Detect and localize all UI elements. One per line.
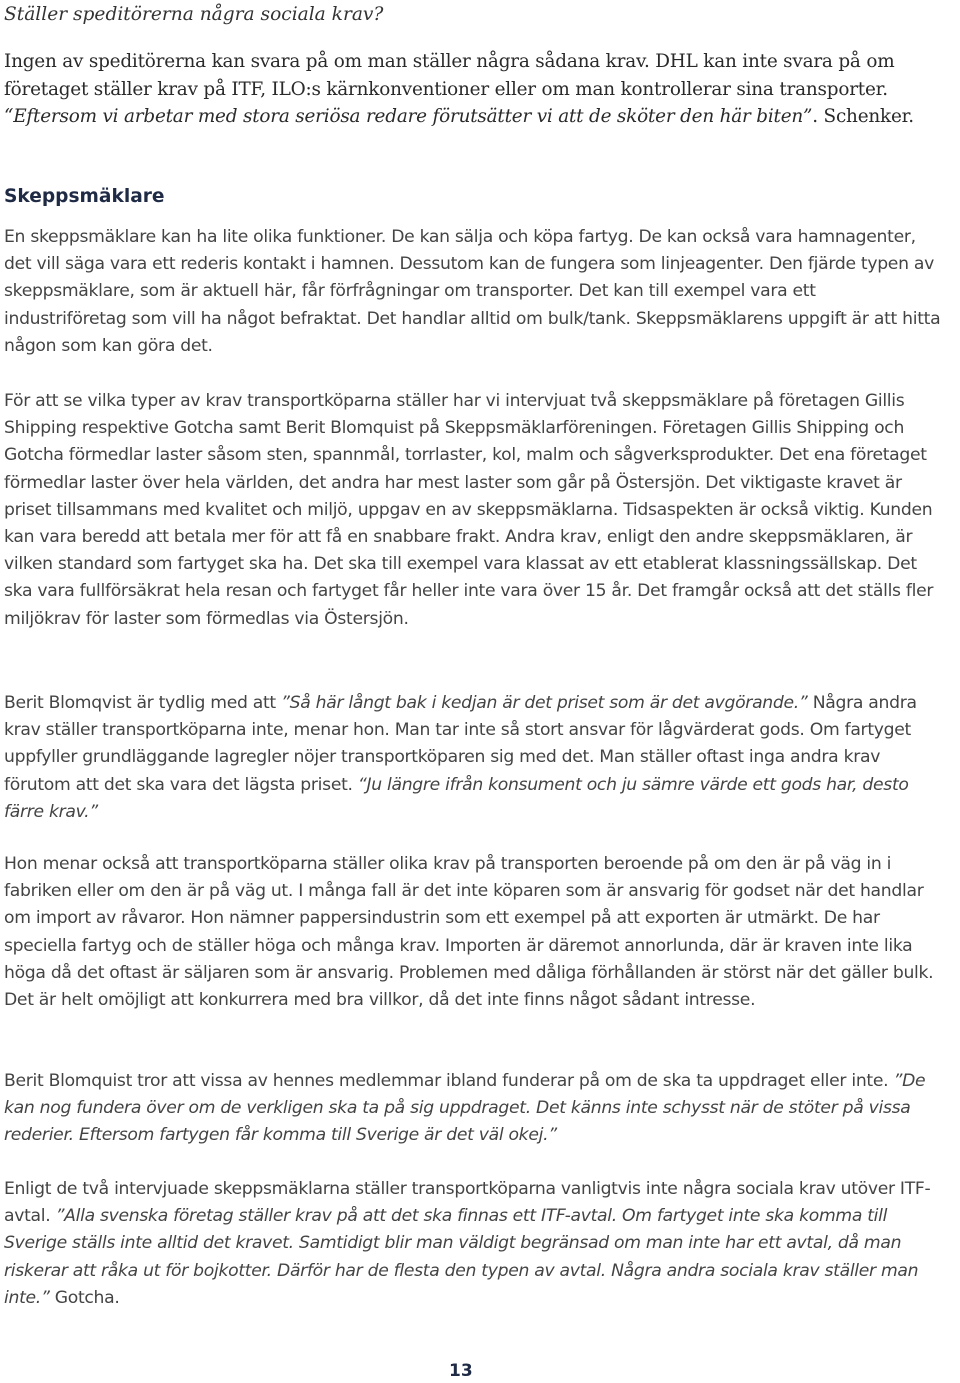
paragraph-import-export: Hon menar också att transportköparna ställer olika krav på transporten beroende på om den är på väg in i fabriken eller om den är på väg ut. I många fall är det inte köparen som är ansvarig för godset när det handlar om import av råvaror. Hon nämner pappersindustrin som ett exempel på att exporten är utmärkt. De har speciella fartyg och de ställer höga och många krav. Importen är däremot annorlunda, där är kraven inte lika höga då det oftast är säljaren som är ansvarig. Problemen med dåliga förhållanden är störst när det gäller bulk. Det är helt omöjligt att konkurrera med bra villkor, då det inte finns något sådant intresse. bbox=[4, 854, 934, 1011]
page-number: 13 bbox=[449, 1361, 473, 1381]
paragraph-intro: Berit Blomqvist är tydlig med att bbox=[4, 693, 282, 713]
paragraph-intro: Berit Blomquist tror att vissa av hennes medlemmar ibland funderar på om de ska ta uppdraget eller inte. bbox=[4, 1071, 894, 1091]
paragraph-blomqvist bbox=[4, 690, 942, 826]
quote-blomqvist-2: “Ju längre ifrån konsument och ju sämre värde ett gods har, desto färre krav.” bbox=[4, 774, 909, 822]
paragraph-interviews: För att se vilka typer av krav transportköparna ställer har vi intervjuat två skeppsmäklare på företagen Gillis Shipping respektive Gotcha samt Berit Blomquist på Skeppsmäklarföreningen. Företagen Gillis Shipping och Gotcha förmedlar laster såsom sten, spannmål, torrlaster, kol, malm och sågverksprodukter. Det ena företaget förmedlar laster över hela världen, det andra har mest laster som går på Östersjön. Det viktigaste kravet är priset tillsammans med kvalitet och miljö, uppgav en av skeppsmäklarna. Tidsaspekten är också viktig. Kunden kan vara beredd att betala mer för att få en snabbare frakt. Andra krav, enligt den andre skeppsmäklaren, är vilken standard som fartyget ska ha. Det ska till exempel vara klassat av ett etablerat klassningssällskap. Det ska vara fullförsäkrat hela resan och fartyget får heller inte vara över 15 år. Det framgår också att det ställs fler miljökrav för laster som förmedlas via Östersjön. bbox=[4, 391, 934, 629]
quote-itf: ”Alla svenska företag ställer krav på att det ska finnas ett ITF-avtal. Om fartyget inte ska komma till Sverige ställs inte alltid det kravet. Samtidigt blir man väldigt begränsad om man inte har ett avtal, då man riskerar att råka ut för bojkotter. Därför har de flesta den typen av avtal. Några andra sociala krav ställer man inte.” bbox=[4, 1206, 919, 1308]
quote-blomqvist-1: ”Så här långt bak i kedjan är det priset som är det avgörande.” bbox=[281, 693, 808, 713]
top-heading: Ställer speditörerna några sociala krav? bbox=[4, 4, 384, 25]
quote-members: ”De kan nog fundera över om de verkligen ska ta på sig uppdraget. Det känns inte schysst när de stöter på vissa rederier. Eftersom fartygen får komma till Sverige är det väl okej.” bbox=[4, 1071, 926, 1146]
paragraph-members bbox=[4, 1068, 942, 1150]
quote-attribution: . Schenker. bbox=[812, 106, 914, 128]
paragraph-intro: Enligt de två intervjuade skeppsmäklarna ställer transportköparna vanligtvis inte några sociala krav utöver ITF-avtal. bbox=[4, 1179, 931, 1227]
paragraph-itf bbox=[4, 1176, 942, 1312]
paragraph-intro: Ingen av speditörerna kan svara på om man ställer några sådana krav. DHL kan inte svara på om företaget ställer krav på ITF, ILO:s kärnkonventioner eller om man kontrollerar sina transporter. bbox=[4, 51, 895, 100]
paragraph-speditorer bbox=[4, 48, 942, 131]
quote-attribution: Gotcha. bbox=[49, 1287, 120, 1308]
quote-speditor: “Eftersom vi arbetar med stora seriösa redare förutsätter vi att de sköter den här biten” bbox=[4, 106, 813, 128]
section-heading: Skeppsmäklare bbox=[4, 186, 165, 207]
paragraph-skeppsmaklare: En skeppsmäklare kan ha lite olika funktioner. De kan sälja och köpa fartyg. De kan också vara hamnagenter, det vill säga vara ett rederis kontakt i hamnen. Dessutom kan de fungera som linjeagenter. Den fjärde typen av skeppsmäklare, som är aktuell här, får förfrågningar om transporter. Det kan till exempel vara ett industriföretag som vill ha något befraktat. Det handlar alltid om bulk/tank. Skeppsmäklarens uppgift är att hitta någon som kan göra det. bbox=[4, 227, 941, 356]
paragraph-middle: Några andra krav ställer transportköparna inte, menar hon. Man tar inte så stort ansvar för lågvärderat gods. Om fartyget uppfyller grundläggande lagregler nöjer transportköparen sig med det. Man ställer oftast inga andra krav förutom att det ska vara det lägsta priset. bbox=[4, 693, 917, 795]
